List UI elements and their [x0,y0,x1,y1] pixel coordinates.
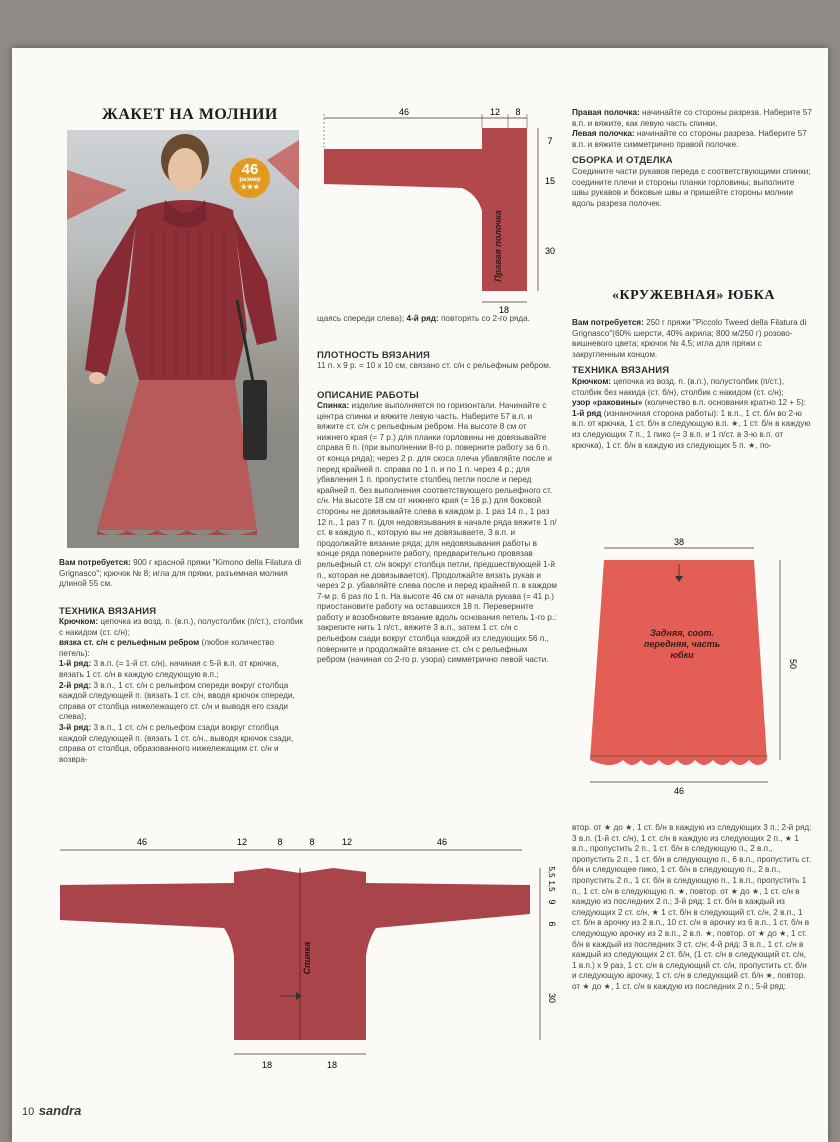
row3-text: 3 в.п., 1 ст. с/н с рельефом сзади вокруг столбца каждой следующей п. (вязать 1 ст. с/н., выводя крючок сзади, справа от столбца, образованного нижележащим ст. с/н и возвра- [59,722,294,764]
row1-label: 1-й ряд: [59,659,92,669]
col3-top [572,108,812,209]
jacket-technique-heading: ТЕХНИКА ВЯЗАНИЯ [59,606,157,617]
jacket-materials-label: Вам потребуется: [59,558,131,567]
front-dim-bottom-18: 18 [498,305,510,315]
front-piece-diagram [312,106,562,316]
back-dim-8-right: 8 [309,837,315,847]
size-badge-stars: ★★★ [240,184,260,191]
row2-label: 2-й ряд: [59,680,92,690]
skirt-materials-label: Вам потребуется: [572,318,644,327]
back-dim-18-right: 18 [326,1060,338,1070]
back-label: Спинка: [317,401,350,410]
left-front-text: начинайте со стороны разреза. Наберите 57 в.п. и вяжите симметрично правой полочке. [572,129,807,149]
skirt-technique-heading: ТЕХНИКА ВЯЗАНИЯ [572,365,670,377]
skirt-row1-label: 1-й ряд [572,408,602,418]
front-piece-label: Правая полочка [493,210,503,282]
brand-logo: sandra [38,1103,82,1118]
skirt-dim-top: 38 [673,538,685,547]
col2-continuation [317,314,557,325]
back-dim-9: 9 [547,899,557,905]
skirt-crochet-label: Крючком: [572,376,612,386]
density-block [317,350,557,372]
assembly-text: Соедините части рукавов переда с соответствующими спинки; соедините плечи и стороны планки горловины; выполните швы рукавов и боковые швы и пришейте стороны молнии вдоль разреза полочек. [572,166,811,208]
relief-text: (любое количество петель): [59,638,275,658]
front-dim-height-7: 7 [547,136,553,146]
front-dim-height-15: 15 [544,176,556,186]
row1-text: 3 в.п. (= 1-й ст. с/н), начиная с 5-й в.п. от крючка, вязать 1 ст. с/н в каждую следующую в.п.; [59,659,279,679]
back-dim-5-5: 5,5 [547,866,556,878]
skirt-dim-bottom: 46 [673,786,685,796]
size-badge [230,158,270,198]
work-text [317,401,557,666]
left-front-label: Левая полочка: [572,129,635,139]
row3-label: 3-й ряд: [59,722,92,732]
size-badge-label: размер [239,177,261,183]
skirt-row1-text: (изнаночная сторона работы): 1 в.п., 1 ст. б/н во 2-ю в.п. от крючка, 1 ст. б/н в следующую в.п. ★, 1 ст. б/н в каждую из следующих 7 п., 1 пико (= 3 в.п. и 1 п/ст. в 3-ю в.п. от крючка), 1 ст. б/н в каждую из следующих 5 п. ★, по- [572,408,811,450]
assembly-heading: СБОРКА И ОТДЕЛКА [572,155,673,167]
back-text: изделие выполняется по горизонтали. Начинайте с центра спинки и вяжите левую часть. Наберите 57 в.п. и вяжите ст. с/н с рельефным ребром. На высоте 8 см от нижнего края (= 7 р.) для планки горловины не довязывайте справа 6 п. (при выполнении 8-го р. поверните работу за 6 п. от конца ряда); через 2 р. для скоса плеча убавляйте после и перед крайней п. справа по 1 п. и по 1 п. через 4 р.; для убавления 1 п. пропустите столбец петли после и перед крайней п. без выполнения соответствующего рельефного ст. с/н. На высоте 18 см от нижнего края (= 16 р.) для боковой стороны не довязывайте слева в каждом р. 1 раз 14 п., 1 раз 12 п., 1 раз 7 п. (для недовязывания в начале ряда вяжите 1 п/ст. в каждую п., которую вы не довязываете, 3 в.п. и продолжайте вязание ряда; для недовязывания работы в конце ряда поверните работу, предварительно провязав рельефный ст. с/н вокруг столбца петли, предшествующей 1-й п., которая не довязывается). Продолжайте вязать рукав и через 2 р. убавляйте слева после и перед крайней п. в каждом 7-м р. 6 раз по 1 п. На высоте 46 см от начала рукава (= 41 р.) приостановите работу на оставшихся 18 п. Переверните работу и возобновите вязание вдоль основания петель 1-го р.: закрепите нить 1 п/ст., вяжите 3 в.п., затем 1 ст. с/н с рельефом сзади вокруг столбца каждой из следующих 56 п., поверните и продолжайте вязание ст. с/н с рельефным ребром (начиная со 2-го р. узора) симметрично левой части. [317,401,557,665]
back-piece-label: Спинка [302,941,312,975]
front-dim-height-30: 30 [544,246,556,256]
jacket-technique [59,606,304,765]
model-photo [67,130,299,548]
row4-text: повторять со 2-го ряда. [438,314,530,323]
front-dim-width-8: 8 [515,107,521,117]
row4-label: 4-й ряд: [406,314,439,323]
back-dim-12-right: 12 [341,837,353,847]
shell-text: (количество в.п. основания кратно 12 + 5): [642,398,806,408]
size-badge-number: 46 [241,161,259,178]
back-piece-diagram [42,828,562,1078]
relief-label: вязка ст. с/н с рельефным ребром [59,638,200,648]
crochet-label: Крючком: [59,617,99,626]
skirt-dim-side: 50 [788,658,798,670]
page-footer [22,1102,81,1120]
skirt-materials-text: 250 г пряжи "Piccolo Tweed della Filatura di Grignasco"(60% шерсти, 40% акрила; 800 м/250 г) розово-вишневого цвета; крючок № 4,5; игла для пряжи с закругленным концом. [572,318,807,359]
back-dim-30: 30 [547,992,557,1004]
front-dim-width-12: 12 [489,107,501,117]
col2-cont-text: щаясь спереди слева); [317,314,405,323]
jacket-materials [59,558,304,590]
right-front-text: начинайте со стороны разреза. Наберите 57 в.п. и вяжите, как левую часть спинки. [572,108,812,128]
model-photo-illustration [67,130,299,548]
skirt-piece-label: Задняя, соот. передняя, часть юбки [643,628,721,660]
back-dim-18-left: 18 [261,1060,273,1070]
back-dim-6: 6 [547,921,557,927]
work-description [317,390,557,666]
skirt-text-bottom: втор. от ★ до ★, 1 ст. б/н в каждую из следующих 3 п.; 2-й ряд: 3 в.п. (1-й ст. с/н), 1 ст. с/н в каждую из следующих 2 п., ★ 1 в.п., пропустить 2 п., 1 ст. б/н в следующую п., 2 в.п., пропустить 2 п., 1 ст. б/н в следующую п., 6 в.п., пропустить ст. б/н и следующее пико, 1 ст. б/н в следующую п., 2 в.п., пропустить 2 п., 1 ст. б/н в следующую п., 1 в.п., пропустить 1 п., 1 ст. с/н в следующую п. ★, повтор. от ★ до ★, 1 ст. с/н в каждую из последних 2 п.; 3-й ряд: 1 ст. б/н в каждый из следующих 2 ст. с/н, ★ 1 ст. б/н в следующий ст. с/н, 2 в.п., 1 ст. б/н в арочку из 2 в.п., 10 ст. с/н в арочку из 6 в.п., 1 ст. б/н в следующую арочку из 2 в.п., 2 в.п. ★, повтор. от ★ до ★, 1 ст. б/н в каждый из последних 3 ст. с/н; 4-й ряд: 3 в.п., 1 ст. с/н в каждый из следующих 2 ст. б/н, (1 ст. с/н в следующий ст. с/н, 1 в.п.) х 9 раз, 1 ст. с/н в следующий ст. с/н, пропустить ст. б/н и следующую арочку, 1 ст. с/н в следующий ст. б/н ★, повтор. от ★ до ★, 1 ст. с/н в каждую из последних 2 п.; 5-й ряд: [572,823,812,991]
back-dim-46-left: 46 [136,837,148,847]
back-dim-12-left: 12 [236,837,248,847]
work-heading: ОПИСАНИЕ РАБОТЫ [317,390,419,401]
skirt-title: «КРУЖЕВНАЯ» ЮБКА [612,288,776,303]
jacket-title: ЖАКЕТ НА МОЛНИИ [102,106,278,123]
back-dim-46-right: 46 [436,837,448,847]
density-heading: ПЛОТНОСТЬ ВЯЗАНИЯ [317,350,431,361]
shell-label: узор «раковины» [572,398,643,408]
back-dim-1-5: 1,5 [547,880,556,892]
jacket-technique-text [59,617,304,765]
skirt-crochet-text: цепочка из возд. п. (в.п.), полустолбик (п/ст.), столбик без накида (ст. б/н), столбик с накидом (ст. с/н); [572,376,784,397]
jacket-materials-text: 900 г красной пряжи "Kimono della Filatura di Grignasco"; крючок № 8; игла для пряжи, разъемная молния длиной 55 см. [59,558,302,589]
skirt-diagram [582,538,812,798]
skirt-text-top [572,318,812,451]
crochet-text: цепочка из возд. п. (в.п.), полустолбик (п/ст.), столбик с накидом (ст. с/н); [59,617,304,637]
magazine-page [12,48,828,1142]
row2-text: 3 в.п., 1 ст. с/н с рельефом спереди вокруг столбца каждой следующей п. (вязать 1 ст. с/н, вводя крючок спереди, справа от столбца нижележащего ст. с/н и выводя его сзади слева); [59,680,295,722]
front-dim-width-46: 46 [398,107,410,117]
back-dim-8-left: 8 [277,837,283,847]
page-number: 10 [22,1106,35,1118]
density-text: 11 п. х 9 р. = 10 х 10 см, связано ст. с/н с рельефным ребром. [317,361,552,370]
back-piece-shape [60,868,530,1040]
right-front-label: Правая полочка: [572,108,640,117]
